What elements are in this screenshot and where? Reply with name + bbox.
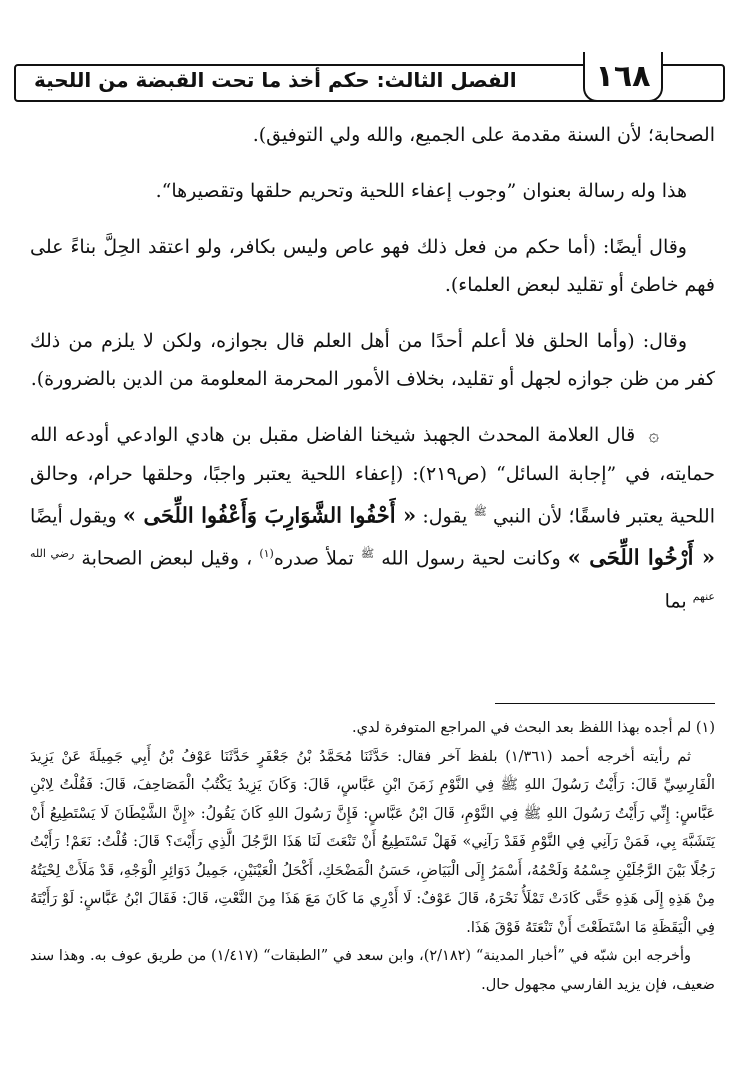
paragraph-5-f: ، وقيل لبعض الصحابة bbox=[81, 547, 253, 570]
honorific-1: ﷺ bbox=[473, 505, 487, 518]
footnote-separator bbox=[495, 703, 715, 704]
page-number: ١٦٨ bbox=[583, 52, 663, 102]
paragraph-5-e: تملأ صدره bbox=[273, 547, 354, 570]
hadith-quote-2: « أَرْخُوا اللِّحَى » bbox=[567, 544, 716, 570]
footnote-ref-1: (١) bbox=[259, 547, 274, 561]
paragraph-5-b: يقول: bbox=[422, 505, 468, 528]
honorific-2: ﷺ bbox=[360, 547, 375, 561]
paragraph-5-c: ويقول أيضًا bbox=[30, 505, 117, 528]
paragraph-5 bbox=[30, 416, 715, 620]
footnotes bbox=[30, 714, 715, 999]
paragraph-1: الصحابة؛ لأن السنة مقدمة على الجميع، والله ولي التوفيق). bbox=[252, 124, 715, 146]
paragraph-5-g: بما bbox=[664, 589, 687, 612]
paragraph-5-d: وكانت لحية رسول الله bbox=[381, 547, 561, 570]
paragraph-4: وقال: (وأما الحلق فلا أعلم أحدًا من أهل العلم قال بجوازه، ولكن لا يلزم من ذلك كفر من ظن جوازه لجهل أو تقليد، بخلاف الأمور المحرمة المعلومة من الدين بالضرورة). bbox=[30, 330, 715, 390]
footnote-1: (١) لم أجده بهذا اللفظ بعد البحث في المراجع المتوفرة لدي. bbox=[351, 720, 715, 736]
honorific-3: رضي الله عنهم bbox=[30, 547, 715, 603]
footnote-1-sources: وأخرجه ابن شبّه في ”أخبار المدينة“ (٢/١٨٢)، وابن سعد في ”الطبقات“ (١/٤١٧) من طريق عوف به. وهذا سند ضعيف، فإن يزيد الفارسي مجهول حال. bbox=[30, 948, 715, 993]
main-text bbox=[30, 116, 715, 638]
paragraph-3: وقال أيضًا: (أما حكم من فعل ذلك فهو عاص وليس بكافر، ولو اعتقد الحِلَّ بناءً على فهم خاطئ أو تقليد لبعض العلماء). bbox=[30, 236, 715, 296]
chapter-title: الفصل الثالث: حكم أخذ ما تحت القبضة من اللحية bbox=[34, 68, 517, 92]
hadith-quote-1: « أَحْفُوا الشَّوَارِبَ وَأَعْفُوا اللِّحَى » bbox=[122, 502, 417, 528]
footnote-1-hadith: ثم رأيته أخرجه أحمد (١/٣٦١) بلفظ آخر فقال: حَدَّثَنَا مُحَمَّدُ بْنُ جَعْفَرٍ حَدَّثَنَا عَوْفُ بْنُ أَبِي جَمِيلَةَ عَنْ يَزِيدَ الْفَارِسِيِّ قَالَ: رَأَيْتُ رَسُولَ اللهِ ﷺ فِي النَّوْمِ زَمَنَ ابْنِ عَبَّاسٍ، قَالَ: وَكَانَ يَزِيدُ يَكْتُبُ الْمَصَاحِفَ، قَالَ: فَقُلْتُ لِابْنِ عَبَّاسٍ: إِنِّي رَأَيْتُ رَسُولَ اللهِ ﷺ فِي النَّوْمِ، قَالَ ابْنُ عَبَّاسٍ: فَإِنَّ رَسُولَ اللهِ كَانَ يَقُولُ: «إِنَّ الشَّيْطَانَ لَا يَسْتَطِيعُ أَنْ يَتَشَبَّهَ بِي، فَمَنْ رَآنِي فِي النَّوْمِ فَقَدْ رَآنِي» فَهَلْ تَسْتَطِيعُ أَنْ تَنْعَتَ لَنَا هَذَا الرَّجُلَ الَّذِي رَأَيْتَ؟ قَالَ: قُلْتُ: نَعَمْ! رَأَيْتُ رَجُلًا بَيْنَ الرَّجُلَيْنِ جِسْمُهُ وَلَحْمُهُ، أَسْمَرُ إِلَى الْبَيَاضِ، حَسَنُ الْمَضْحَكِ، أَكْحَلُ الْعَيْنَيْنِ، جَمِيلُ دَوَائِرِ الْوَجْهِ، قَدْ مَلَأَتْ لِحْيَتُهُ مِنْ هَذِهِ إِلَى هَذِهِ حَتَّى كَادَتْ تَمْلَأُ نَحْرَهُ، قَالَ عَوْفٌ: لَا أَدْرِي مَا كَانَ مَعَ هَذَا مِنَ النَّعْتِ، قَالَ: فَقَالَ ابْنُ عَبَّاسٍ: لَوْ رَأَيْتَهُ فِي الْيَقَظَةِ مَا اسْتَطَعْتَ أَنْ تَنْعَتَهُ فَوْقَ هَذَا. bbox=[30, 748, 715, 936]
running-header bbox=[14, 58, 725, 102]
paragraph-5-a: قال العلامة المحدث الجهبذ شيخنا الفاضل مقبل بن هادي الوادعي أودعه الله حمايته، في ”إجابة السائل“ (ص٢١٩): (إعفاء اللحية يعتبر واجبًا، وحلقها حرام، وحالق اللحية يعتبر فاسقًا؛ لأن النبي bbox=[30, 424, 715, 528]
paragraph-2: هذا وله رسالة بعنوان ”وجوب إعفاء اللحية وتحريم حلقها وتقصيرها“. bbox=[155, 180, 687, 202]
star-ornament-icon: ۞ bbox=[648, 425, 659, 446]
